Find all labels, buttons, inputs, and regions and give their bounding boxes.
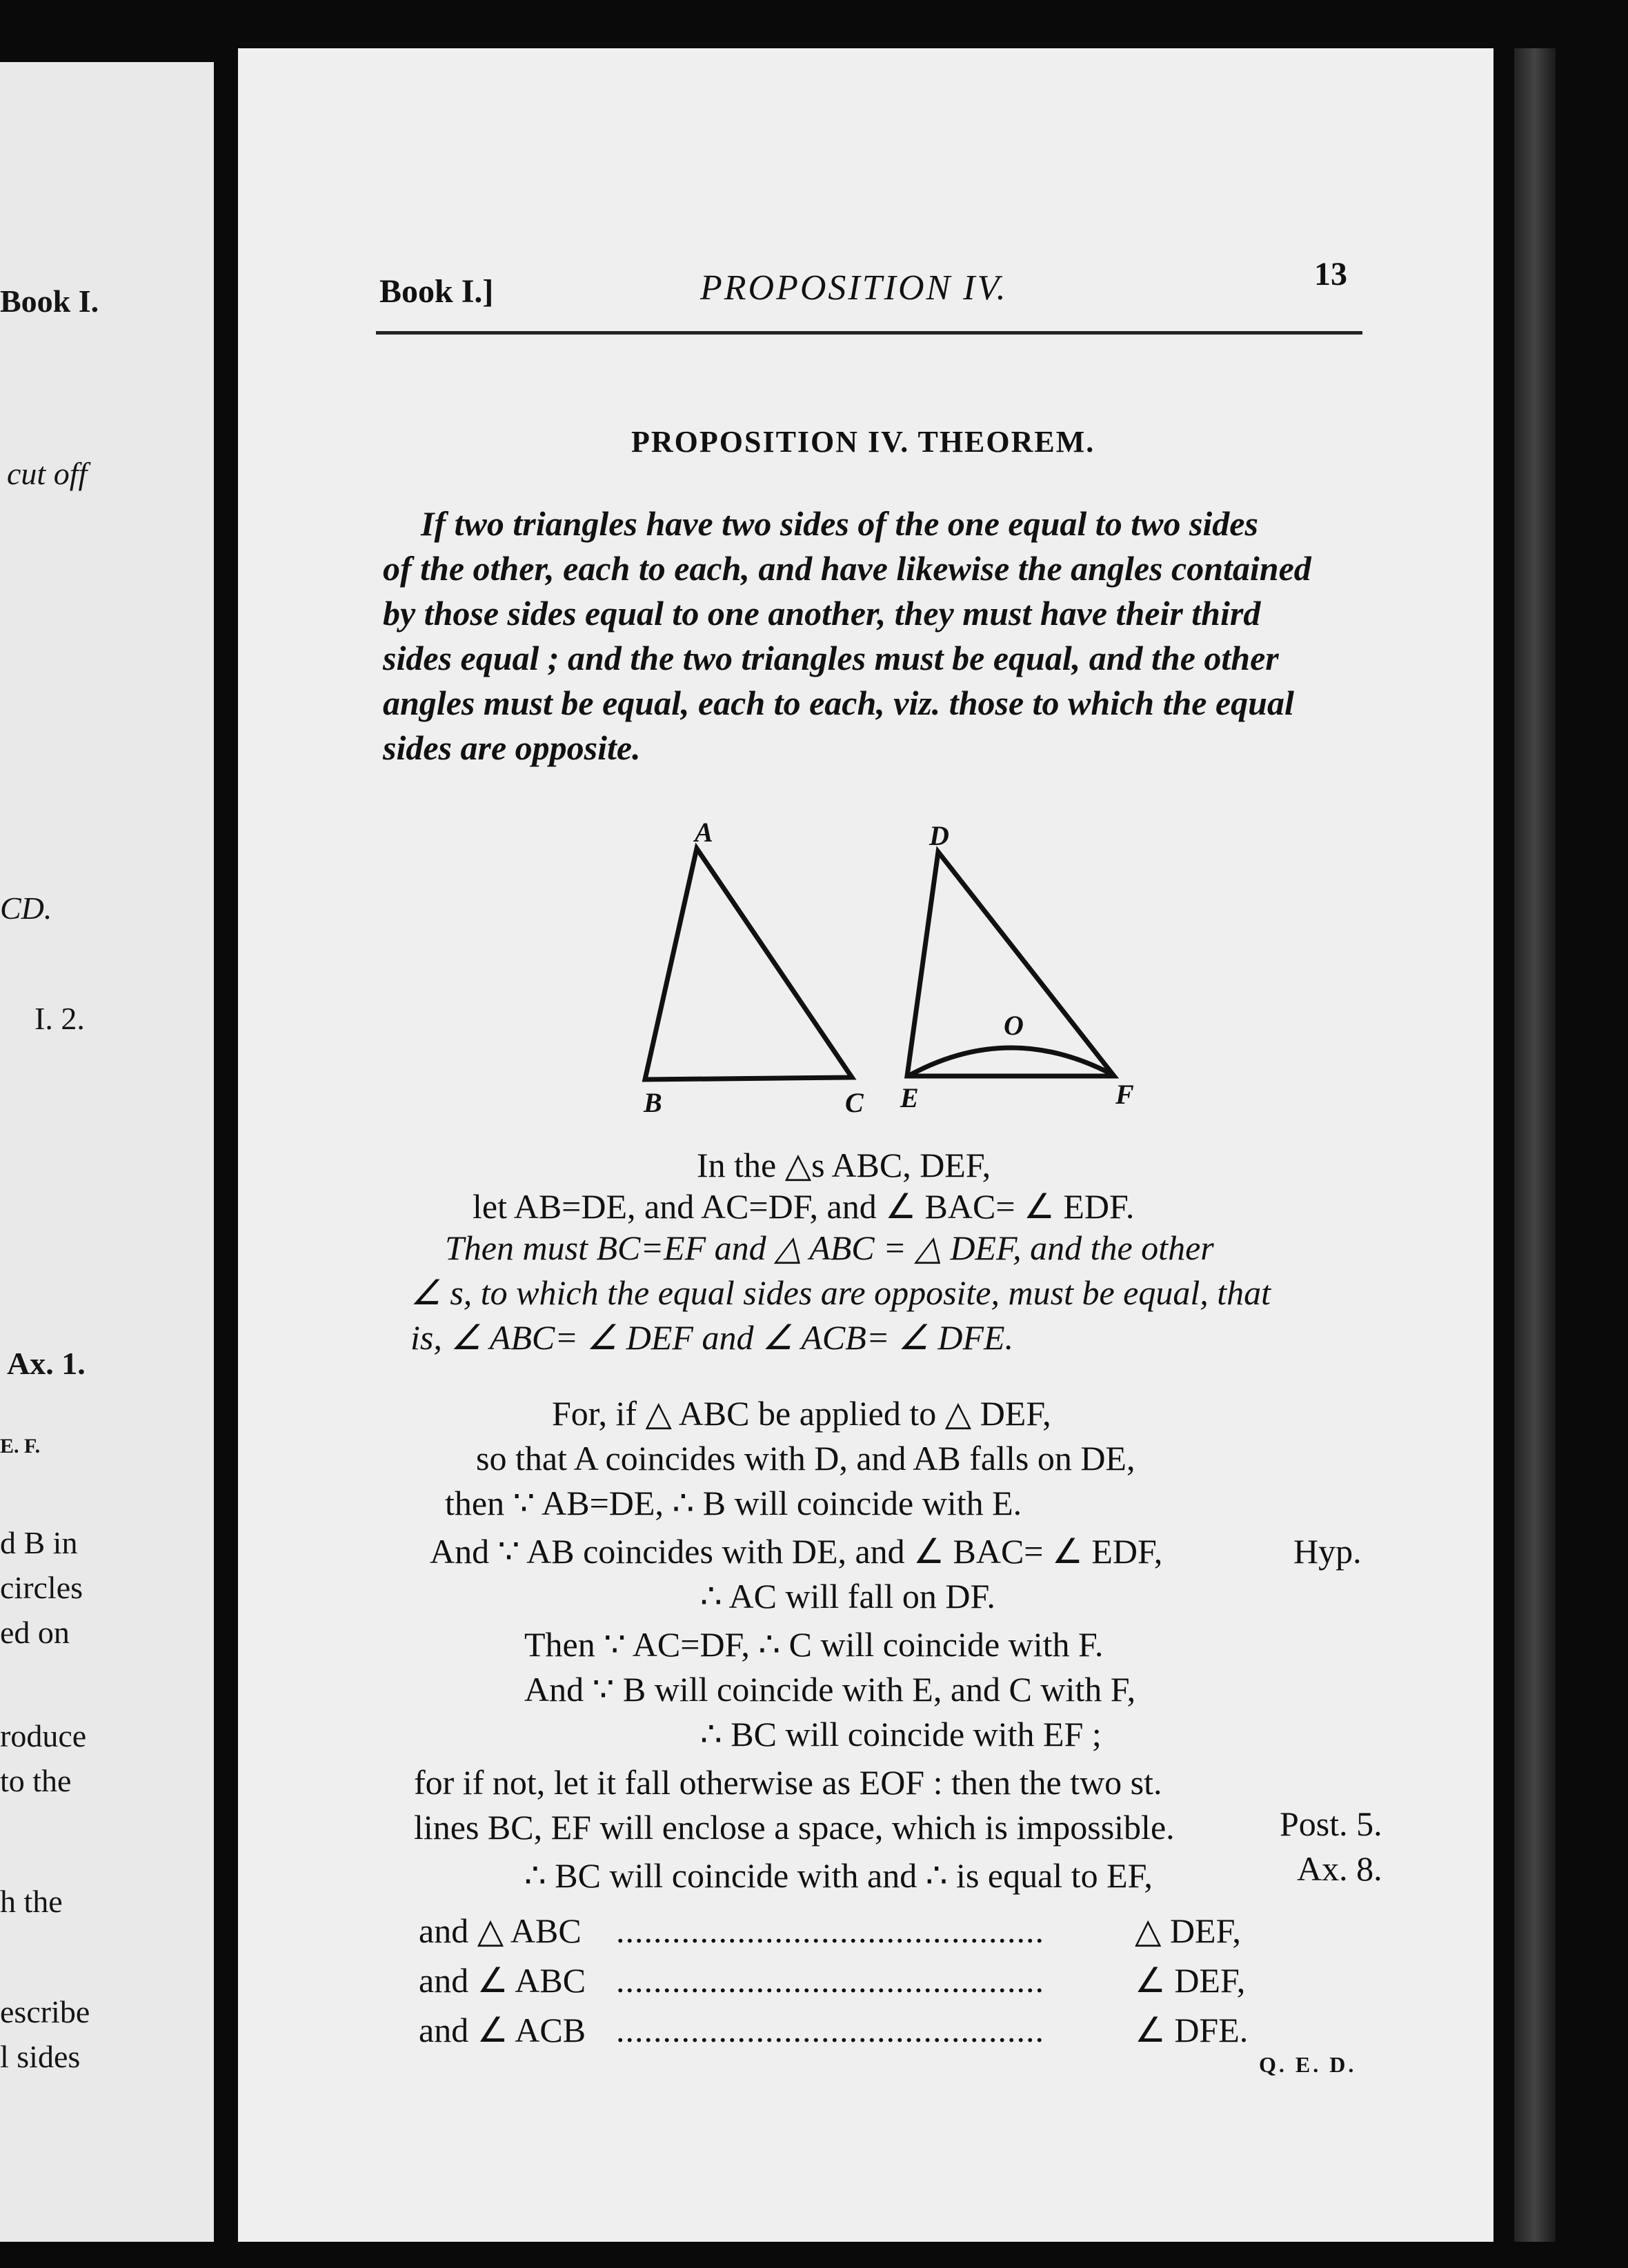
conclusion-left: and △ ABC — [419, 1911, 582, 1950]
proof-line: lines BC, EF will enclose a space, which is impossible. — [414, 1808, 1175, 1847]
enunciation-line: sides are opposite. — [383, 728, 641, 767]
prev-line: d B in — [0, 1525, 78, 1560]
conclusion-left: and ∠ ACB — [419, 2011, 586, 2049]
dot-leader: .............................................. — [616, 2011, 1044, 2049]
dot-leader: .............................................. — [616, 1911, 1044, 1950]
proof-line: for if not, let it fall otherwise as EOF : then the two st. — [414, 1763, 1162, 1802]
proof-reference: Hyp. — [1293, 1532, 1362, 1571]
prev-line: CD. — [0, 891, 52, 926]
prev-line: h the — [0, 1884, 63, 1919]
book-page — [238, 48, 1493, 2242]
dot-leader: .............................................. — [616, 1961, 1044, 2000]
proof-line: then ∵ AB=DE, ∴ B will coincide with E. — [445, 1484, 1022, 1522]
proof-reference: Post. 5. — [1280, 1804, 1382, 1843]
proof-line: so that A coincides with D, and AB falls on DE, — [476, 1439, 1135, 1478]
proof-line: Then ∵ AC=DF, ∴ C will coincide with F. — [524, 1625, 1104, 1664]
header-title: PROPOSITION IV. — [700, 268, 1008, 308]
conclusion-right: ∠ DEF, — [1135, 1961, 1246, 2000]
triangle-abc — [645, 848, 852, 1080]
proof-line: For, if △ ABC be applied to △ DEF, — [552, 1394, 1051, 1433]
claim-line: Then must BC=EF and △ ABC = △ DEF, and the other — [445, 1228, 1214, 1267]
label-c: C — [845, 1087, 864, 1118]
prev-line: Ax. 1. — [7, 1346, 86, 1381]
previous-page — [0, 62, 214, 2242]
header-rule — [376, 331, 1362, 335]
setup-line: let AB=DE, and AC=DF, and ∠ BAC= ∠ EDF. — [473, 1187, 1135, 1226]
setup-line: In the △s ABC, DEF, — [697, 1146, 991, 1184]
prev-line: E. F. — [0, 1435, 41, 1458]
proposition-title: PROPOSITION IV. THEOREM. — [631, 425, 1095, 459]
prev-line: roduce — [0, 1718, 87, 1753]
proof-line: ∴ AC will fall on DF. — [700, 1577, 995, 1615]
qed-mark: Q. E. D. — [1259, 2052, 1357, 2077]
conclusion-right: ∠ DFE. — [1135, 2011, 1249, 2049]
proof-line: And ∵ AB coincides with DE, and ∠ BAC= ∠ EDF, — [430, 1532, 1163, 1571]
page-number: 13 — [1314, 256, 1347, 292]
book-spine-edge — [1514, 48, 1556, 2242]
enunciation-line: sides equal ; and the two triangles must be equal, and the other — [383, 639, 1279, 677]
claim-line: ∠ s, to which the equal sides are opposite, must be equal, that — [410, 1273, 1271, 1312]
enunciation-line: by those sides equal to one another, they must have their third — [383, 594, 1261, 633]
arc-eof — [911, 1048, 1113, 1075]
proof-line: ∴ BC will coincide with and ∴ is equal to EF, — [524, 1856, 1153, 1895]
prev-line: escribe — [0, 1994, 90, 2029]
prev-line: Book I. — [0, 284, 99, 319]
prev-line: l sides — [0, 2039, 81, 2074]
label-d: D — [929, 820, 949, 851]
label-f: F — [1115, 1079, 1134, 1110]
proof-reference: Ax. 8. — [1297, 1849, 1382, 1888]
prev-line: to the — [0, 1763, 72, 1798]
prev-line: I. 2. — [34, 1001, 85, 1036]
prev-line: cut off — [7, 456, 88, 491]
prev-line: ed on — [0, 1615, 70, 1650]
proof-line: And ∵ B will coincide with E, and C with F, — [524, 1670, 1136, 1709]
claim-line: is, ∠ ABC= ∠ DEF and ∠ ACB= ∠ DFE. — [410, 1318, 1014, 1357]
conclusion-left: and ∠ ABC — [419, 1961, 586, 2000]
label-e: E — [900, 1082, 919, 1113]
enunciation-line: of the other, each to each, and have likewise the angles contained — [383, 549, 1311, 588]
label-a: A — [695, 817, 713, 848]
triangle-def — [907, 852, 1114, 1076]
header-book-label: Book I.] — [379, 273, 494, 310]
enunciation-line: angles must be equal, each to each, viz. those to which the equal — [383, 684, 1294, 722]
enunciation-line: If two triangles have two sides of the one equal to two sides — [421, 504, 1258, 543]
prev-line: circles — [0, 1570, 83, 1605]
label-b: B — [644, 1087, 662, 1118]
triangles-figure — [617, 793, 1142, 1131]
label-o: O — [1004, 1010, 1024, 1041]
conclusion-right: △ DEF, — [1135, 1911, 1241, 1950]
proof-line: ∴ BC will coincide with EF ; — [700, 1715, 1102, 1753]
